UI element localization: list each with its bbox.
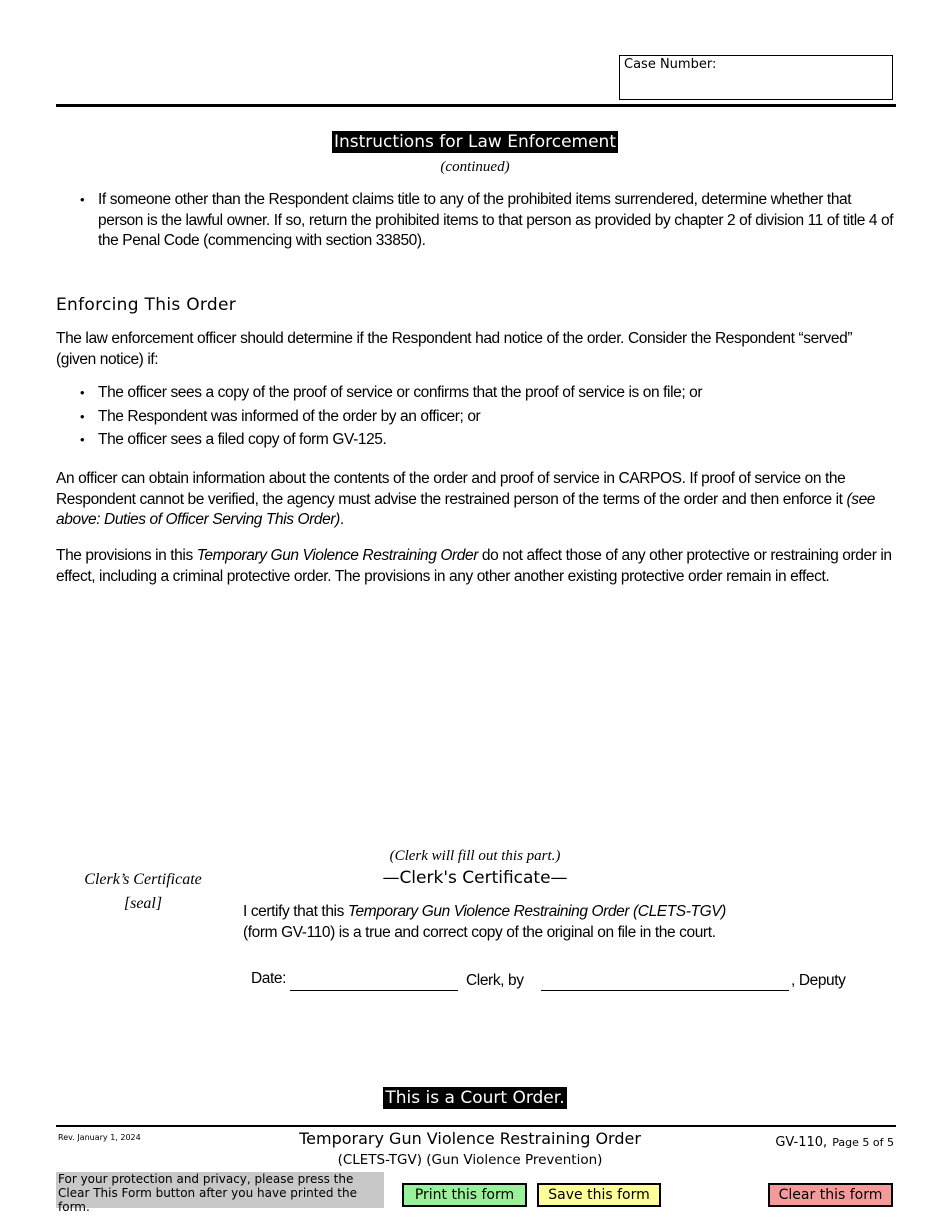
- enforcing-paragraph-1: [56, 469, 898, 531]
- paragraph-text: The provisions in this: [56, 547, 193, 564]
- instructions-title-wrap: [0, 132, 950, 152]
- instructions-list: [56, 190, 896, 252]
- clerk-certificate-title: —Clerk's Certificate—: [382, 868, 568, 888]
- certification-text: I certify that this: [243, 903, 344, 920]
- enforcing-intro: The law enforcement officer should determine if the Respondent had notice of the order. Consider the Respondent “served” (given notice) if:: [56, 330, 853, 368]
- clerk-by-label: Clerk, by: [466, 972, 524, 989]
- court-order-wrap: [0, 1088, 950, 1108]
- list-item: • The officer sees a copy of the proof of service or confirms that the proof of service is on file; or: [80, 384, 703, 401]
- form-number: GV-110,: [775, 1135, 828, 1150]
- enforcing-bullet-text: The officer sees a copy of the proof of service or confirms that the proof of service is on file; or: [98, 384, 703, 401]
- date-field[interactable]: [290, 990, 458, 991]
- clerk-certification-text: [243, 902, 803, 943]
- paragraph-italic-text: Temporary Gun Violence Restraining Order: [196, 547, 478, 564]
- clerk-note: (Clerk will fill out this part.): [389, 848, 561, 864]
- certification-text: (form GV-110) is a true and correct copy of the original on file in the court.: [243, 923, 716, 941]
- enforcing-heading: Enforcing This Order: [56, 295, 237, 315]
- form-title: Temporary Gun Violence Restraining Order: [299, 1129, 641, 1148]
- instructions-title: Instructions for Law Enforcement: [333, 132, 616, 152]
- clerk-signature-field[interactable]: [541, 990, 789, 991]
- form-subtitle: (CLETS-TGV) (Gun Violence Prevention): [337, 1152, 603, 1168]
- instructions-subtitle: (continued): [440, 159, 510, 175]
- enforcing-paragraph-2: [56, 546, 898, 587]
- form-id: [660, 1131, 894, 1150]
- date-label: Date:: [251, 970, 287, 987]
- print-form-button[interactable]: Print this form: [402, 1183, 527, 1207]
- paragraph-text: do not affect those of any other protective or restraining order in effect, including a criminal protective order. The provisions in any other another existing protective order remain in effect.: [56, 547, 892, 585]
- list-item: • The officer sees a filed copy of form GV-125.: [80, 431, 387, 448]
- footer-rule: [56, 1125, 896, 1127]
- list-item: • The Respondent was informed of the order by an officer; or: [80, 407, 481, 425]
- clear-form-button[interactable]: Clear this form: [768, 1183, 893, 1207]
- paragraph-text: An officer can obtain information about the contents of the order and proof of service in CARPOS. If proof of service on the Respondent cannot be verified, the agency must advise the restrained person of the terms of the order and then enforce it: [56, 470, 846, 508]
- clerk-side-label: Clerk’s Certificate: [84, 871, 202, 888]
- deputy-label: , Deputy: [791, 972, 846, 989]
- paragraph-italic-text: (see above: Duties of Officer Serving This Order): [56, 490, 876, 528]
- paragraph-text: .: [339, 511, 344, 528]
- court-order-banner: This is a Court Order.: [385, 1088, 565, 1108]
- save-form-button[interactable]: Save this form: [537, 1183, 661, 1207]
- instructions-bullet-text: If someone other than the Respondent claims title to any of the prohibited items surrendered, determine whether that person is the lawful owner. If so, return the prohibited items to that person as provided by chapter 2 of division 11 of title 4 of the Penal Code (commencing with section 33850).: [98, 191, 894, 249]
- enforcing-list: [56, 381, 896, 452]
- header-rule: [56, 104, 896, 107]
- list-item: • If someone other than the Respondent claims title to any of the prohibited items surrendered, determine whether that person is the lawful owner. If so, return the prohibited items to that person as provided by chapter 2 of division 11 of title 4 of the Penal Code (commencing with section 33850).: [80, 191, 894, 249]
- case-number-label: Case Number:: [624, 57, 717, 72]
- page-number: Page 5 of 5: [832, 1136, 894, 1149]
- enforcing-bullet-text: The officer sees a filed copy of form GV-125.: [98, 431, 387, 448]
- seal-label: [seal]: [123, 895, 163, 912]
- revision-date: Rev. January 1, 2024: [58, 1133, 141, 1142]
- enforcing-bullet-text: The Respondent was informed of the order by an officer; or: [98, 407, 481, 425]
- privacy-note: For your protection and privacy, please press the Clear This Form button after you have printed the form.: [56, 1172, 384, 1208]
- case-number-field[interactable]: [619, 55, 893, 100]
- certification-italic-text: Temporary Gun Violence Restraining Order (CLETS-TGV): [347, 903, 726, 920]
